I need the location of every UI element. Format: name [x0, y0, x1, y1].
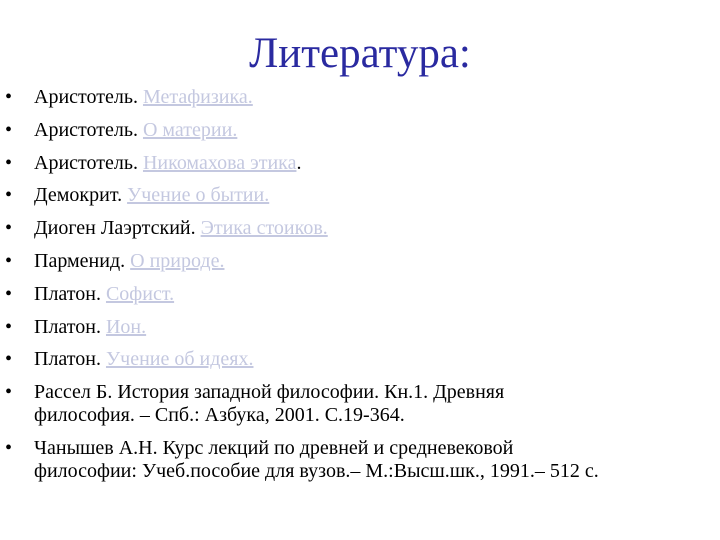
reference-link[interactable]: Софист.	[105, 282, 175, 305]
reference-item	[0, 217, 716, 240]
reference-author: Демокрит.	[34, 184, 128, 207]
reference-author: Аристотель.	[34, 118, 143, 141]
reference-item	[0, 316, 716, 339]
reference-text-line1: Чанышев А.Н. Курс лекций по древней и средневековой	[34, 436, 514, 459]
reference-link[interactable]: Учение о бытии.	[127, 184, 270, 207]
reference-item	[0, 348, 716, 371]
reference-link[interactable]: Метафизика.	[142, 86, 253, 108]
reference-item	[0, 437, 716, 483]
reference-list	[0, 86, 716, 493]
slide-title: Литература:	[249, 30, 471, 77]
reference-text-line2: философия. – Спб.: Азбука, 2001. С.19-364.	[34, 404, 405, 427]
reference-author: Платон.	[34, 282, 106, 305]
reference-item	[0, 381, 716, 427]
reference-author: Платон.	[34, 315, 106, 338]
reference-item	[0, 283, 716, 306]
reference-author: Аристотель.	[34, 151, 143, 174]
reference-link[interactable]: Этика стоиков.	[200, 217, 328, 240]
reference-link[interactable]: Никомахова этика	[142, 151, 297, 174]
reference-text-line1: Рассел Б. История западной философии. Кн.1. Древняя	[34, 381, 505, 404]
reference-suffix: .	[296, 151, 302, 174]
reference-link[interactable]: Ион.	[105, 315, 147, 338]
reference-item	[0, 250, 716, 273]
reference-link[interactable]: О природе.	[130, 249, 225, 272]
reference-item	[0, 119, 716, 142]
reference-item	[0, 86, 716, 109]
reference-link[interactable]: О материи.	[142, 118, 238, 141]
reference-item	[0, 152, 716, 175]
reference-item	[0, 184, 716, 207]
reference-author: Парменид.	[34, 249, 131, 272]
reference-author: Платон.	[34, 348, 106, 371]
reference-text-line2: философии: Учеб.пособие для вузов.– М.:Высш.шк., 1991.– 512 с.	[34, 459, 599, 482]
reference-author: Аристотель.	[34, 86, 143, 108]
reference-author: Диоген Лаэртский.	[34, 217, 201, 240]
reference-link[interactable]: Учение об идеях.	[105, 348, 254, 371]
